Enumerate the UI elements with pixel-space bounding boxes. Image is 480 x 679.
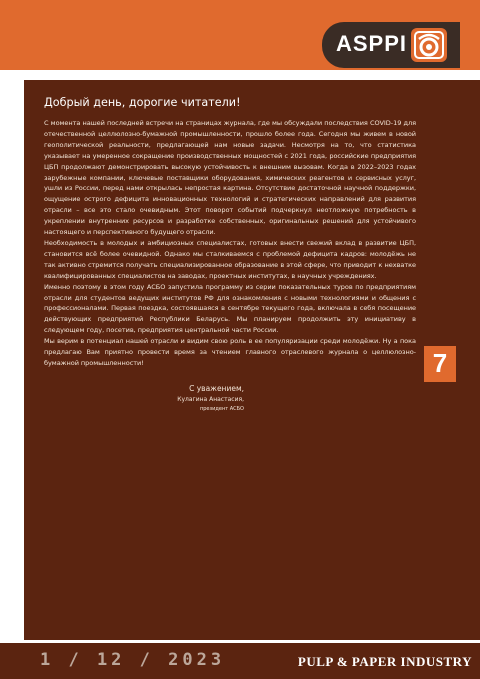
header-divider — [0, 70, 480, 75]
editorial-letter — [44, 96, 416, 414]
issue-number: 1 / 12 / 2023 — [40, 650, 226, 670]
page-number-badge — [424, 346, 456, 382]
logo-text: ASPPI — [336, 31, 408, 56]
letter-paragraph: Именно поэтому в этом году АСБО запустила программу из серии показательных туров по предприятиям отрасли для студентов ведущих институтов РФ для ознакомления с новыми технологиями и общения с профессионалами. Первая поездка, состоявшаяся в сентябре текущего года, включала в себя посещение действующих предприятий Республики Беларусь. Мы планируем продолжить эту инициативу в следующем году, посетив, предприятия центральной части России. — [44, 282, 416, 335]
signature-block — [44, 383, 244, 414]
author-title: президент АСБО — [199, 405, 244, 412]
page-number: 7 — [432, 348, 448, 378]
greeting-heading: Добрый день, дорогие читатели! — [44, 96, 241, 109]
signoff: С уважением, — [189, 383, 244, 393]
letter-paragraph: Необходимость в молодых и амбициозных специалистах, готовых внести свежий вклад в развитие ЦБП, становится всё более очевидной. Однако мы сталкиваемся с проблемой дефицита кадров: молодёжь не так активно стремится получать специализированное образование в этой сфере, что приводит к нехватке квалифицированных специалистов на заводах, проектных институтах, в научных учреждениях. — [44, 238, 416, 280]
magazine-name: PULP & PAPER INDUSTRY — [297, 654, 472, 669]
emblem-icon — [410, 27, 448, 63]
letter-paragraph: С момента нашей последней встречи на страницах журнала, где мы обсуждали последствия COVID-19 для отечественной целлюлозно-бумажной промышленности, прошло более года. Сегодня мы живем в новой геополитической реальности, предлагающей нам новые задачи. Несмотря на то, что статистика указывает на умеренное сокращение производственных мощностей с 2021 года, российские предприятия ЦБП продолжают демонстрировать высокую устойчивость к внешним вызовам. Когда в 2022–2023 годах зарубежные компании, ключевые поставщики оборудования, химических реагентов и сервисных услуг, ушли из России, перед нами открылась непростая картина. Отсутствие достаточной научной поддержки, ощущение острого дефицита инновационных технологий и стратегических направлений для развития отрасли – все это стало очевидным. Этот поворот событий подчеркнул неотложную потребность в укреплении внутренних ресурсов и разработке собственных, оригинальных решений для устойчивого настоящего и перспективного будущего отрасли. — [44, 119, 416, 237]
author-name: Кулагина Анастасия, — [177, 395, 244, 403]
letter-paragraph: Мы верим в потенциал нашей отрасли и видим свою роль в ее популяризации среди молодёжи. Ну а пока предлагаю Вам приятно провести время за чтением главного отраслевого журнала о целлюлозно-бумажной промышленности! — [44, 337, 416, 367]
asppi-logo — [322, 22, 460, 68]
